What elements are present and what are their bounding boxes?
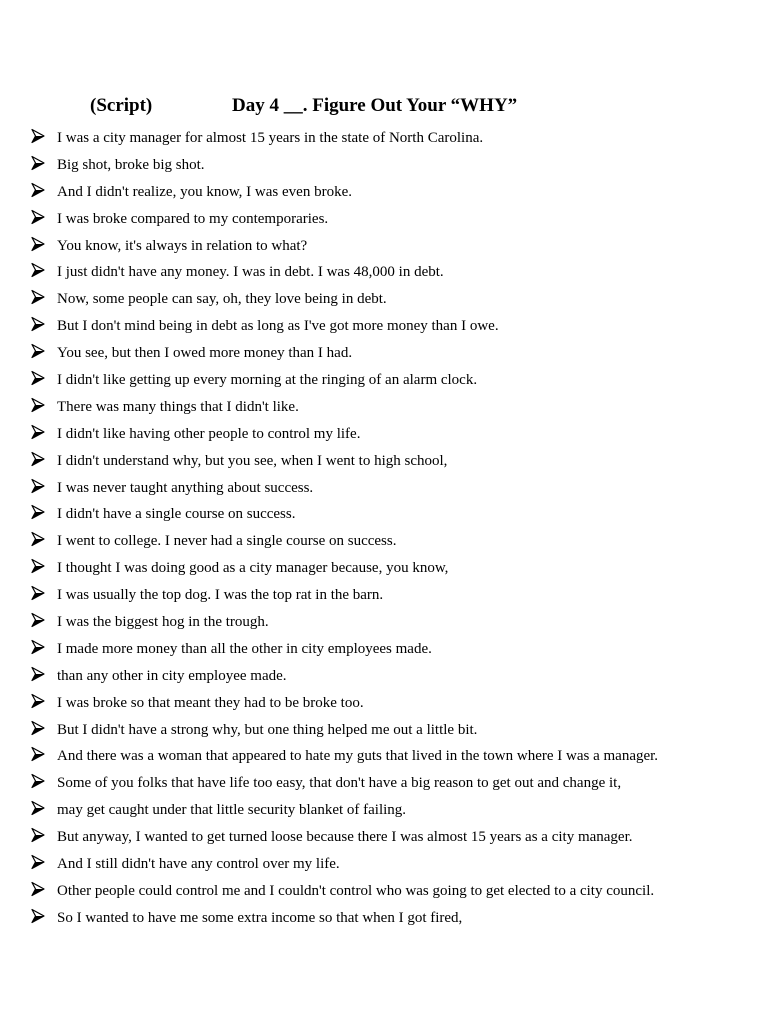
bullet-item xyxy=(0,422,768,449)
bullet-item xyxy=(0,287,768,314)
arrowhead-bullet-icon xyxy=(31,209,45,225)
arrowhead-bullet-icon xyxy=(31,746,45,762)
bullet-item xyxy=(0,529,768,556)
arrowhead-bullet-icon xyxy=(31,854,45,870)
arrowhead-bullet-icon xyxy=(31,182,45,198)
bullet-text: I went to college. I never had a single course on success. xyxy=(57,533,397,550)
bullet-item xyxy=(0,798,768,825)
arrowhead-bullet-icon xyxy=(31,773,45,789)
bullet-item xyxy=(0,825,768,852)
bullet-text: So I wanted to have me some extra income so that when I got fired, xyxy=(57,909,463,926)
bullet-text: But I don't mind being in debt as long as I've got more money than I owe. xyxy=(57,318,499,335)
bullet-text: I didn't like having other people to control my life. xyxy=(57,425,361,442)
arrowhead-bullet-icon xyxy=(31,128,45,144)
bullet-item xyxy=(0,153,768,180)
bullet-item xyxy=(0,180,768,207)
arrowhead-bullet-icon xyxy=(31,397,45,413)
bullet-item xyxy=(0,744,768,771)
bullet-item xyxy=(0,476,768,503)
arrowhead-bullet-icon xyxy=(31,558,45,574)
bullet-text: I thought I was doing good as a city manager because, you know, xyxy=(57,560,449,577)
bullet-item xyxy=(0,314,768,341)
arrowhead-bullet-icon xyxy=(31,236,45,252)
bullet-item xyxy=(0,395,768,422)
arrowhead-bullet-icon xyxy=(31,478,45,494)
bullet-item xyxy=(0,449,768,476)
bullet-text: I didn't understand why, but you see, when I went to high school, xyxy=(57,452,448,469)
bullet-text: I was broke compared to my contemporaries. xyxy=(57,210,329,227)
arrowhead-bullet-icon xyxy=(31,316,45,332)
arrowhead-bullet-icon xyxy=(31,800,45,816)
bullet-item xyxy=(0,718,768,745)
arrowhead-bullet-icon xyxy=(31,262,45,278)
bullet-item xyxy=(0,879,768,906)
bullet-text: And I didn't realize, you know, I was even broke. xyxy=(57,183,352,200)
bullet-text: I was never taught anything about success. xyxy=(57,479,314,496)
bullet-item xyxy=(0,906,768,933)
bullet-item xyxy=(0,691,768,718)
bullet-text: And there was a woman that appeared to hate my guts that lived in the town where I was a manager. xyxy=(57,748,659,765)
bullet-item xyxy=(0,771,768,798)
bullet-item xyxy=(0,852,768,879)
bullet-item xyxy=(0,126,768,153)
bullet-text: I was the biggest hog in the trough. xyxy=(57,614,269,631)
bullet-text: And I still didn't have any control over my life. xyxy=(57,856,340,873)
bullet-text: I just didn't have any money. I was in debt. I was 48,000 in debt. xyxy=(57,264,444,281)
arrowhead-bullet-icon xyxy=(31,612,45,628)
bullet-item xyxy=(0,583,768,610)
arrowhead-bullet-icon xyxy=(31,424,45,440)
bullet-item xyxy=(0,664,768,691)
bullet-item xyxy=(0,502,768,529)
bullet-item xyxy=(0,260,768,287)
arrowhead-bullet-icon xyxy=(31,908,45,924)
bullet-text: Now, some people can say, oh, they love being in debt. xyxy=(57,291,387,308)
bullet-item xyxy=(0,368,768,395)
bullet-text: Other people could control me and I couldn't control who was going to get elected to a city council. xyxy=(57,882,655,899)
bullet-text: But anyway, I wanted to get turned loose because there I was almost 15 years as a city manager. xyxy=(57,829,633,846)
bullet-text: But I didn't have a strong why, but one thing helped me out a little bit. xyxy=(57,721,478,738)
arrowhead-bullet-icon xyxy=(31,720,45,736)
arrowhead-bullet-icon xyxy=(31,827,45,843)
bullet-item xyxy=(0,610,768,637)
arrowhead-bullet-icon xyxy=(31,155,45,171)
bullet-text: I was a city manager for almost 15 years in the state of North Carolina. xyxy=(57,130,484,146)
bullet-text: I made more money than all the other in city employees made. xyxy=(57,640,432,657)
arrowhead-bullet-icon xyxy=(31,343,45,359)
arrowhead-bullet-icon xyxy=(31,693,45,709)
title-label: (Script) xyxy=(90,95,153,116)
bullet-item xyxy=(0,637,768,664)
title-main: Day 4 __. Figure Out Your “WHY” xyxy=(232,95,518,116)
script-bullet-list xyxy=(0,126,768,933)
arrowhead-bullet-icon xyxy=(31,451,45,467)
arrowhead-bullet-icon xyxy=(31,881,45,897)
arrowhead-bullet-icon xyxy=(31,504,45,520)
bullet-text: I was broke so that meant they had to be broke too. xyxy=(57,694,364,711)
bullet-text: than any other in city employee made. xyxy=(57,667,287,684)
bullet-text: You see, but then I owed more money than I had. xyxy=(57,345,353,362)
bullet-item xyxy=(0,234,768,261)
bullet-text: Big shot, broke big shot. xyxy=(57,156,205,173)
arrowhead-bullet-icon xyxy=(31,531,45,547)
bullet-text: may get caught under that little security blanket of failing. xyxy=(57,802,407,819)
bullet-text: There was many things that I didn't like. xyxy=(57,398,299,415)
arrowhead-bullet-icon xyxy=(31,666,45,682)
arrowhead-bullet-icon xyxy=(31,585,45,601)
bullet-item xyxy=(0,556,768,583)
arrowhead-bullet-icon xyxy=(31,370,45,386)
arrowhead-bullet-icon xyxy=(31,639,45,655)
document-title xyxy=(0,94,768,118)
bullet-text: I didn't like getting up every morning at the ringing of an alarm clock. xyxy=(57,372,478,389)
bullet-item xyxy=(0,341,768,368)
bullet-item xyxy=(0,207,768,234)
bullet-text: You know, it's always in relation to what? xyxy=(57,237,308,254)
bullet-text: I was usually the top dog. I was the top rat in the barn. xyxy=(57,587,384,604)
arrowhead-bullet-icon xyxy=(31,289,45,305)
bullet-text: I didn't have a single course on success. xyxy=(57,506,296,523)
bullet-text: Some of you folks that have life too easy, that don't have a big reason to get out and change it, xyxy=(57,775,622,792)
